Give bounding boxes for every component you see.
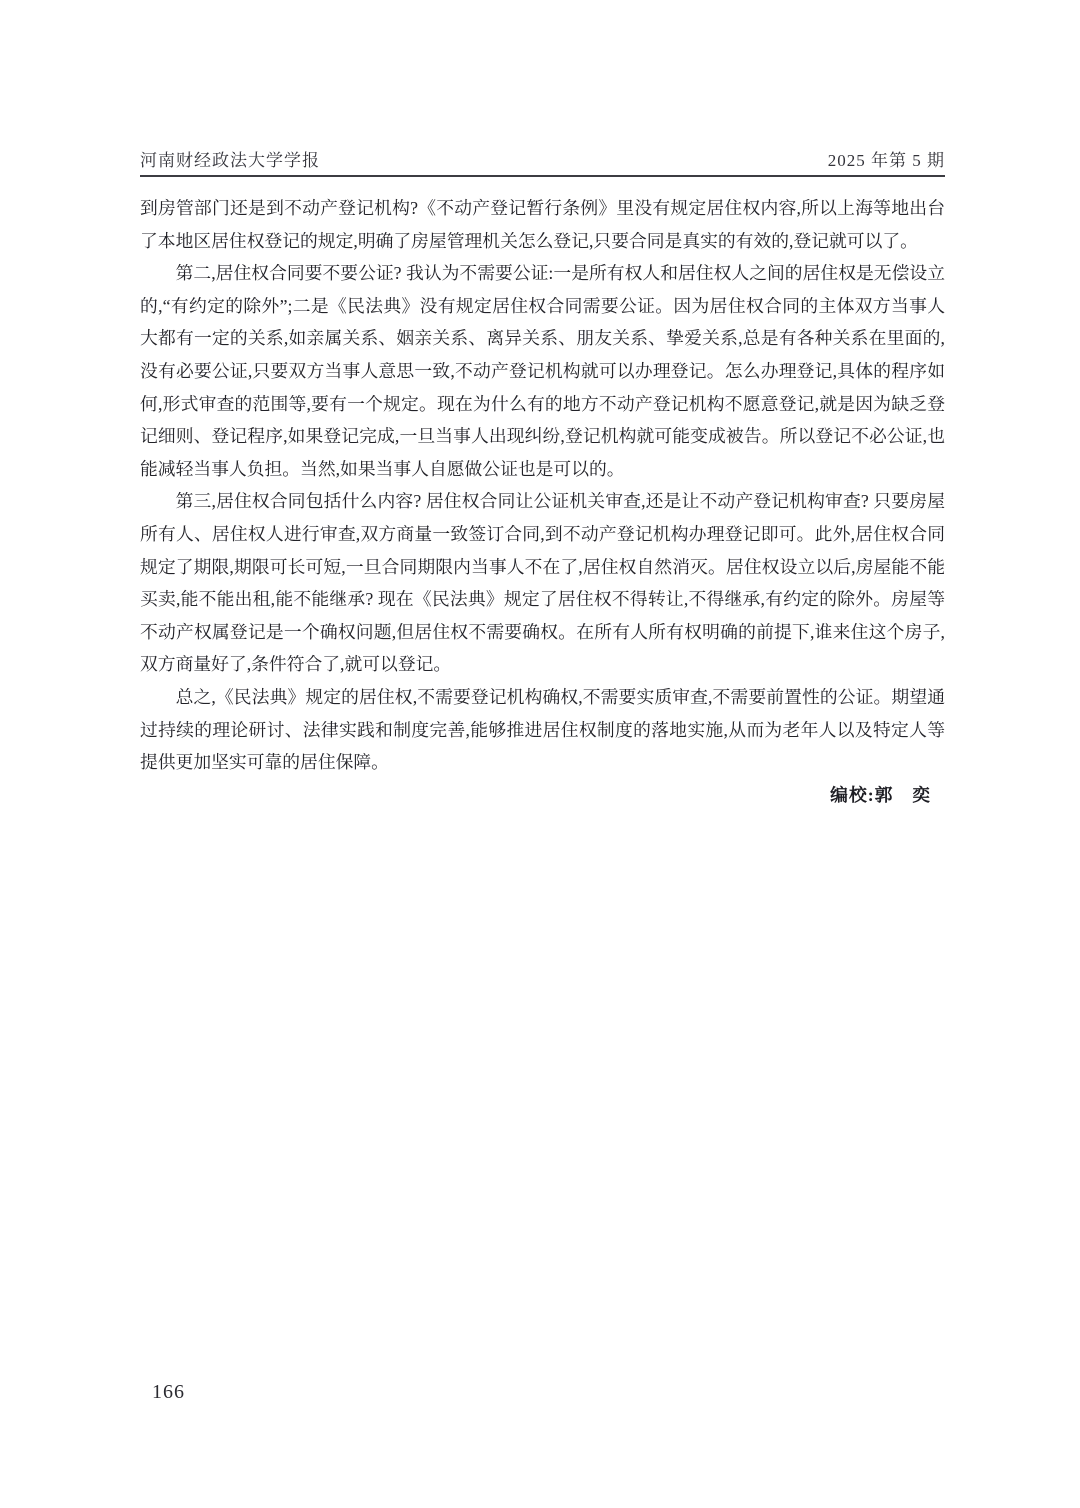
running-header bbox=[140, 146, 945, 171]
article-body bbox=[140, 192, 945, 811]
editor-line: 编校:郭 奕 bbox=[830, 784, 931, 805]
header-rule bbox=[140, 175, 945, 177]
paragraph-conclusion: 总之,《民法典》规定的居住权,不需要登记机构确权,不需要实质审查,不需要前置性的公证。期望通过持续的理论研讨、法律实践和制度完善,能够推进居住权制度的落地实施,从而为老年人以及特定人等提供更加坚实可靠的居住保障。 bbox=[140, 686, 945, 773]
paragraph-second-point: 第二,居住权合同要不要公证? 我认为不需要公证:一是所有权人和居住权人之间的居住权是无偿设立的,“有约定的除外”;二是《民法典》没有规定居住权合同需要公证。因为居住权合同的主体双方当事人大都有一定的关系,如亲属关系、姻亲关系、离异关系、朋友关系、挚爱关系,总是有各种关系在里面的,没有必要公证,只要双方当事人意思一致,不动产登记机构就可以办理登记。怎么办理登记,具体的程序如何,形式审查的范围等,要有一个规定。现在为什么有的地方不动产登记机构不愿意登记,就是因为缺乏登记细则、登记程序,如果登记完成,一旦当事人出现纠纷,登记机构就可能变成被告。所以登记不必公证,也能减轻当事人负担。当然,如果当事人自愿做公证也是可以的。 bbox=[140, 263, 945, 479]
journal-name: 河南财经政法大学学报 bbox=[140, 151, 320, 170]
paragraph-continuation: 到房管部门还是到不动产登记机构?《不动产登记暂行条例》里没有规定居住权内容,所以上海等地出台了本地区居住权登记的规定,明确了房屋管理机关怎么登记,只要合同是真实的有效的,登记就可以了。 bbox=[140, 198, 945, 251]
paragraph-third-point: 第三,居住权合同包括什么内容? 居住权合同让公证机关审查,还是让不动产登记机构审查? 只要房屋所有人、居住权人进行审查,双方商量一致签订合同,到不动产登记机构办理登记即可。此外,居住权合同规定了期限,期限可长可短,一旦合同期限内当事人不在了,居住权自然消灭。居住权设立以后,房屋能不能买卖,能不能出租,能不能继承? 现在《民法典》规定了居住权不得转让,不得继承,有约定的除外。房屋等不动产权属登记是一个确权问题,但居住权不需要确权。在所有人所有权明确的前提下,谁来住这个房子,双方商量好了,条件符合了,就可以登记。 bbox=[140, 491, 945, 675]
page-number: 166 bbox=[152, 1381, 185, 1403]
issue-label: 2025 年第 5 期 bbox=[827, 151, 945, 170]
